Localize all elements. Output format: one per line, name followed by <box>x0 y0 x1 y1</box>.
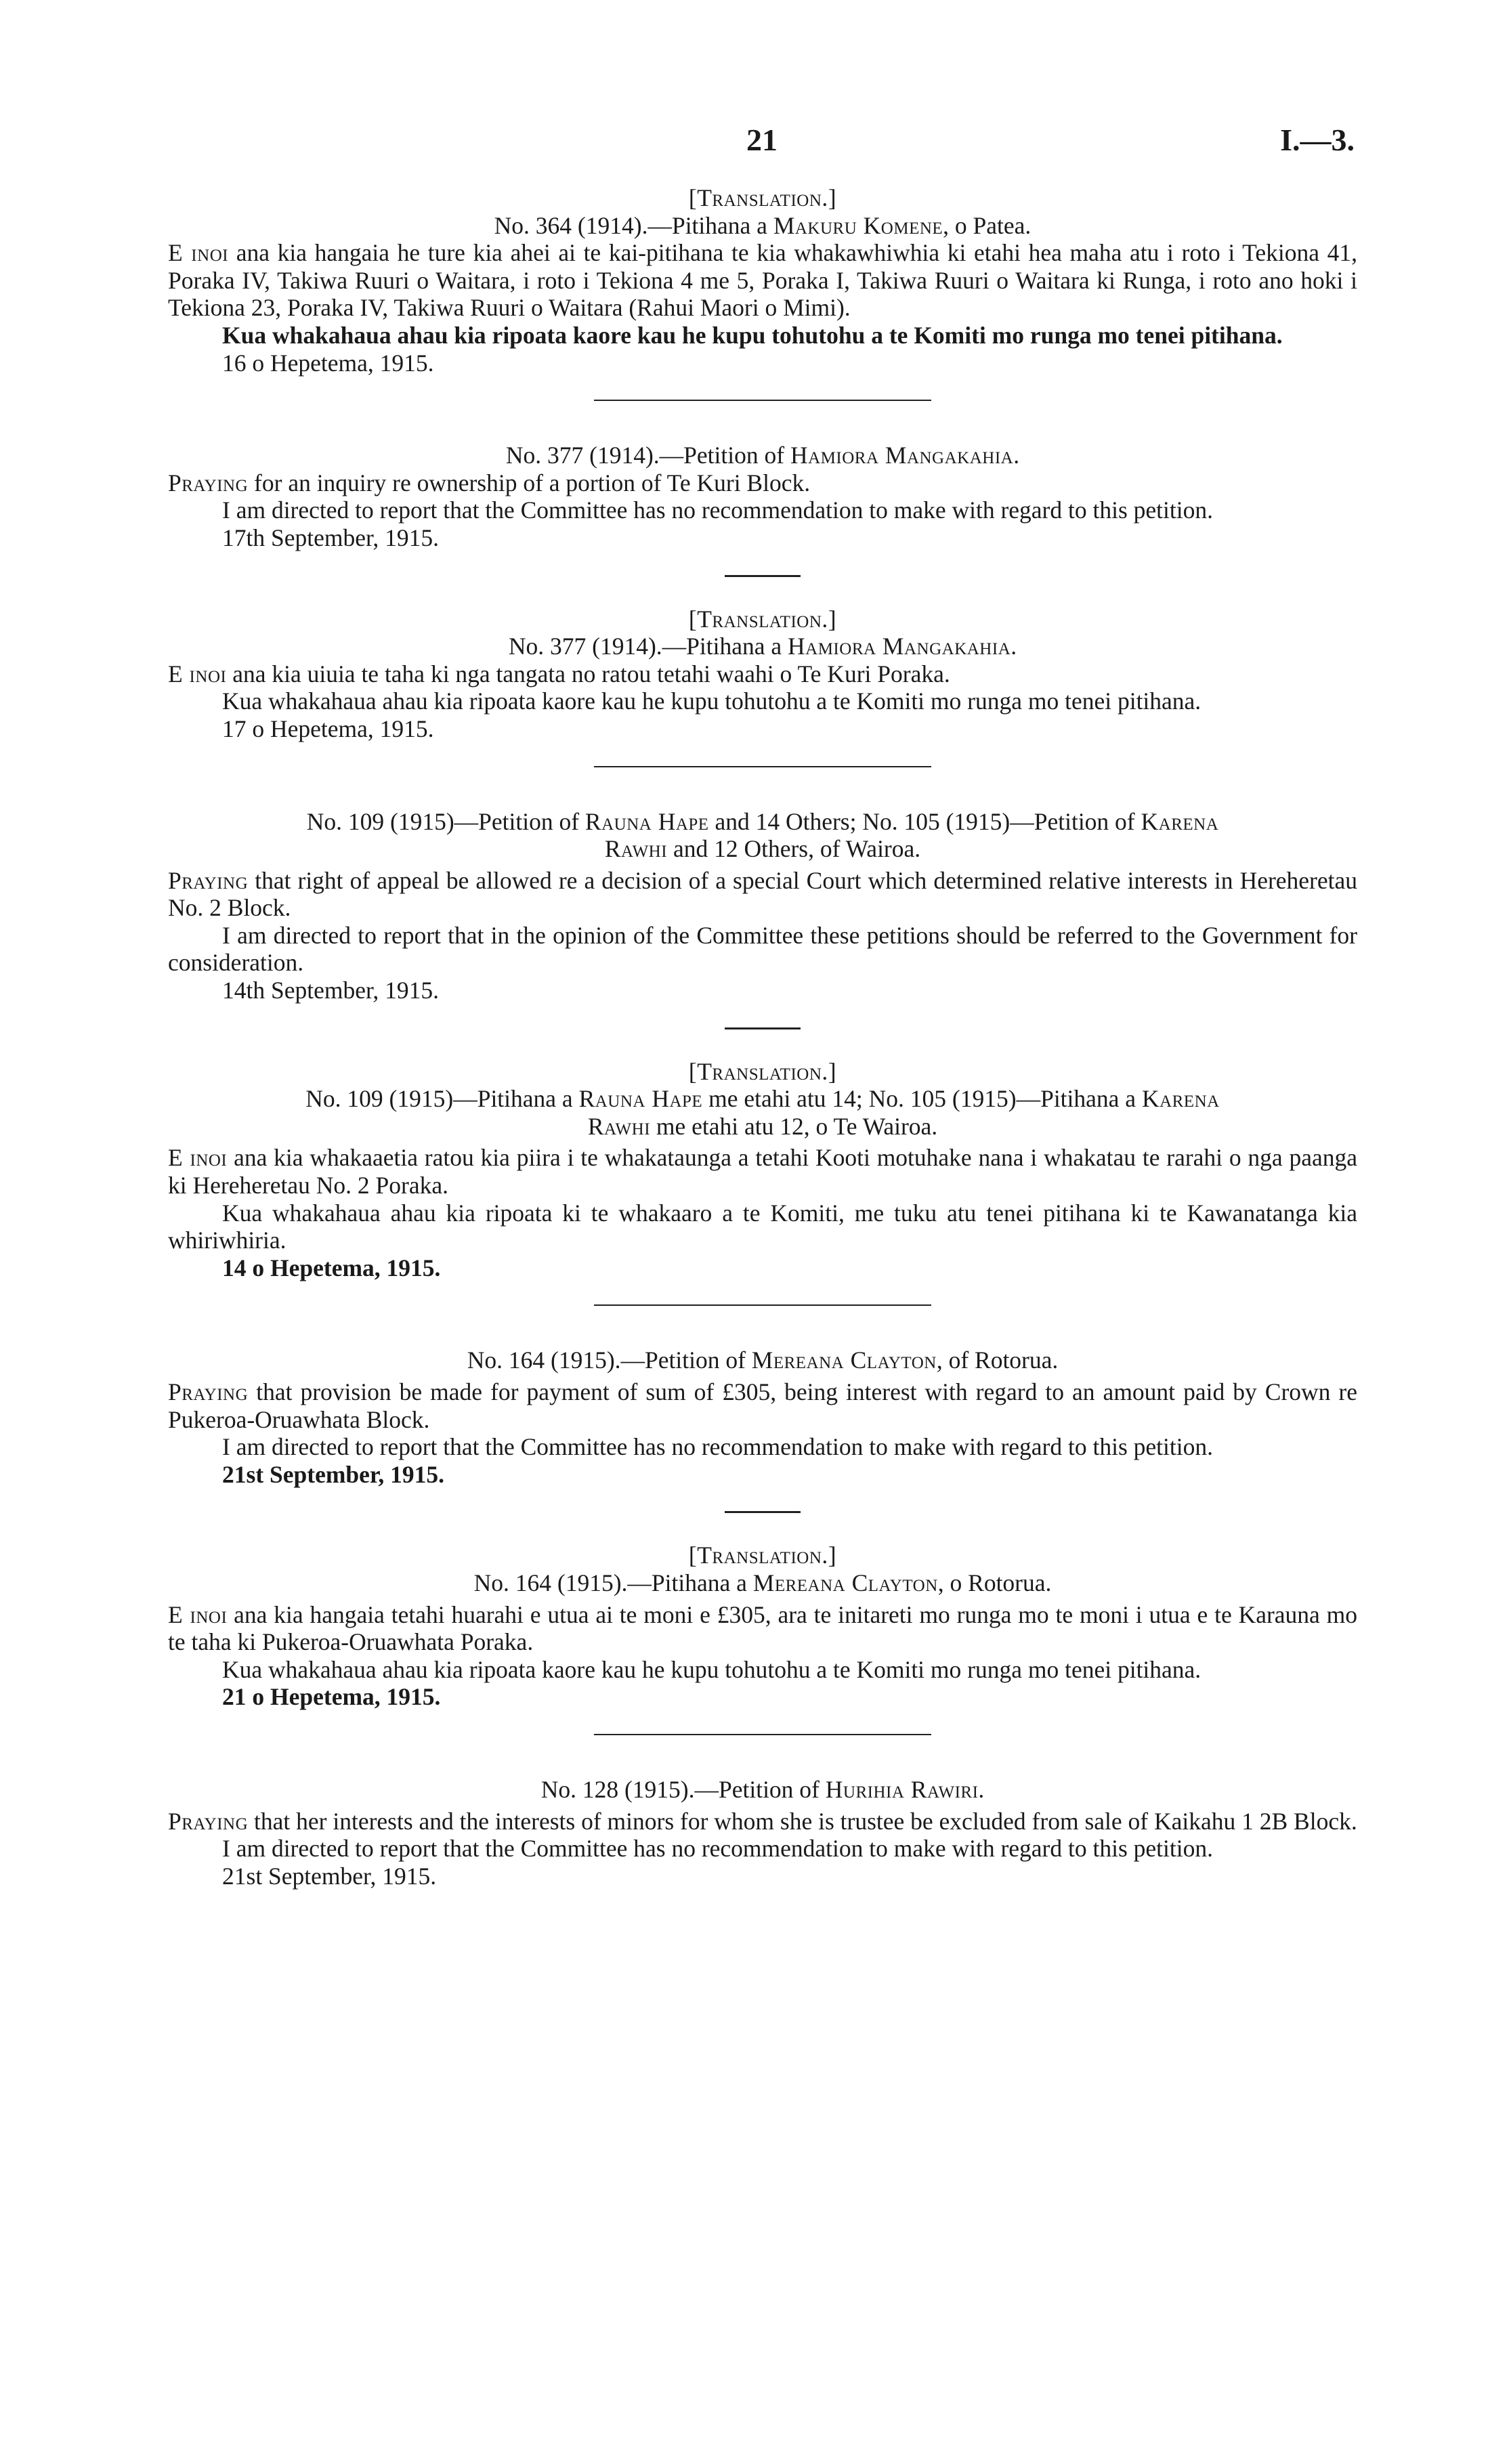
petitioner-name: Hurihia Rawiri <box>825 1775 979 1803</box>
report-date: 14 o Hepetema, 1915. <box>222 1254 441 1281</box>
report-date: 21st September, 1915. <box>222 1862 437 1890</box>
petitioner-name: Makuru Komene <box>773 211 943 239</box>
report-date: 14th September, 1915. <box>222 977 440 1004</box>
title-line-1 <box>168 1085 1357 1113</box>
petition-prayer <box>168 1378 1357 1433</box>
committee-report: I am directed to report that the Committee has no recommendation to make with regard to this petition. <box>222 496 1213 524</box>
title-part: me etahi atu 12, o Te Wairoa. <box>656 1112 938 1140</box>
committee-report: I am directed to report that in the opinion of the Committee these petitions should be referred to the Government for consideration. <box>168 921 1357 977</box>
prayer-text: for an inquiry re ownership of a portion of Te Kuri Block. <box>254 469 811 496</box>
prayer-lead: E inoi <box>168 660 227 687</box>
report-date: 17th September, 1915. <box>222 524 440 551</box>
section-petition-109-105 <box>168 808 1357 1004</box>
title-suffix: . <box>978 1775 985 1803</box>
committee-report: I am directed to report that the Committee has no recommendation to make with regard to this petition. <box>222 1835 1213 1863</box>
report-date: 21 o Hepetema, 1915. <box>222 1683 441 1711</box>
petition-title <box>168 1085 1357 1140</box>
committee-report: Kua whakahaua ahau kia ripoata kaore kau he kupu tohutohu a te Komiti mo runga mo tenei pitihana. <box>222 321 1283 349</box>
title-suffix: . <box>1011 633 1017 660</box>
section-divider <box>594 1734 931 1735</box>
section-petition-377 <box>168 442 1357 551</box>
report-date: 21st September, 1915. <box>222 1460 445 1488</box>
section-petition-164-translation <box>168 1542 1357 1711</box>
translation-label: [Translation.] <box>688 184 837 211</box>
title-prefix: No. 377 (1914).—Pitihana a <box>508 633 782 660</box>
title-part: me etahi atu 14; No. 105 (1915)—Pitihana a <box>708 1085 1136 1113</box>
prayer-text: that right of appeal be allowed re a decision of a special Court which determined relative interests in Hereheretau No. 2 Block. <box>168 866 1357 922</box>
title-part: No. 109 (1915)—Pitihana a <box>305 1085 573 1113</box>
section-divider <box>594 1304 931 1306</box>
prayer-lead: Praying <box>168 1378 249 1405</box>
prayer-lead: E inoi <box>168 1144 228 1172</box>
petition-prayer <box>168 867 1357 922</box>
petition-prayer <box>168 469 1357 497</box>
prayer-lead: E inoi <box>168 239 229 267</box>
title-line-2 <box>168 835 1357 863</box>
title-prefix: No. 377 (1914).—Petition of <box>505 442 785 469</box>
petition-prayer <box>168 1144 1357 1199</box>
translation-label: [Translation.] <box>688 1542 837 1569</box>
page-reference: I.—3. <box>1280 123 1355 157</box>
title-part: and 12 Others, of Wairoa. <box>673 835 921 863</box>
petitioner-name: Rauna Hape <box>578 1085 703 1113</box>
petition-title <box>168 1346 1357 1374</box>
petition-prayer <box>168 239 1357 322</box>
prayer-text: that her interests and the interests of minors for whom she is trustee be excluded from sale of Kaikahu 1 2B Block. <box>254 1807 1357 1835</box>
prayer-text: ana kia whakaaetia ratou kia piira i te whakataunga a tetahi Kooti motuhake nana i whakatau te rarahi o nga paanga ki Hereheretau No. 2 Poraka. <box>168 1144 1357 1199</box>
section-divider <box>594 400 931 401</box>
prayer-lead: Praying <box>168 866 249 894</box>
committee-report: Kua whakahaua ahau kia ripoata kaore kau he kupu tohutohu a te Komiti mo runga mo tenei pitihana. <box>222 1655 1202 1683</box>
title-suffix: , o Patea. <box>943 211 1032 239</box>
title-prefix: No. 364 (1914).—Pitihana a <box>494 211 767 239</box>
committee-report: Kua whakahaua ahau kia ripoata kaore kau he kupu tohutohu a te Komiti mo runga mo tenei pitihana. <box>222 687 1202 715</box>
petitioner-name: Karena <box>1141 807 1219 835</box>
petition-prayer <box>168 1601 1357 1656</box>
prayer-lead: Praying <box>168 1807 249 1835</box>
section-petition-164 <box>168 1346 1357 1488</box>
petitioner-name: Karena <box>1141 1085 1220 1113</box>
prayer-text: that provision be made for payment of sum of £305, being interest with regard to an amount paid by Crown re Pukeroa-Oruawhata Block. <box>168 1378 1358 1433</box>
report-date: 16 o Hepetema, 1915. <box>222 349 434 377</box>
title-line-1 <box>168 808 1357 836</box>
petition-title <box>168 808 1357 863</box>
page-number: 21 <box>746 123 778 157</box>
title-suffix: , of Rotorua. <box>936 1346 1059 1374</box>
petition-title <box>168 1776 1357 1804</box>
section-petition-364-translation <box>168 184 1357 377</box>
title-line-2 <box>168 1113 1357 1141</box>
committee-report: I am directed to report that the Committee has no recommendation to make with regard to this petition. <box>222 1433 1213 1461</box>
petition-prayer <box>168 660 1357 688</box>
translation-divider <box>725 1027 801 1029</box>
committee-report: Kua whakahaua ahau kia ripoata ki te whakaaro a te Komiti, me tuku atu tenei pitihana ki te Kawanatanga kia whiriwhiria. <box>168 1199 1357 1254</box>
title-part: and 14 Others; No. 105 (1915)—Petition of <box>715 807 1135 835</box>
section-petition-128 <box>168 1776 1357 1890</box>
petitioner-name: Rauna Hape <box>584 807 709 835</box>
petitioner-name: Rawhi <box>604 835 668 863</box>
petitioner-name: Rawhi <box>587 1112 651 1140</box>
title-part: No. 109 (1915)—Petition of <box>306 807 580 835</box>
petitioner-name: Mereana Clayton <box>752 1569 938 1596</box>
translation-divider <box>725 575 801 577</box>
title-suffix: . <box>1013 442 1020 469</box>
petition-title <box>168 633 1357 660</box>
prayer-text: ana kia hangaia tetahi huarahi e utua ai te moni e £305, ara te initareti mo runga mo te moni i utua e te Karauna mo te taha ki Pukeroa-Oruawhata Poraka. <box>168 1600 1358 1656</box>
petition-title <box>168 1569 1357 1597</box>
petitioner-name: Hamiora Mangakahia <box>790 442 1014 469</box>
petition-title <box>168 212 1357 240</box>
translation-label: [Translation.] <box>688 1057 837 1085</box>
petitioner-name: Mereana Clayton <box>751 1346 937 1374</box>
section-petition-377-translation <box>168 606 1357 743</box>
report-date: 17 o Hepetema, 1915. <box>222 715 434 742</box>
petition-title <box>168 442 1357 469</box>
prayer-lead: E inoi <box>168 1600 228 1628</box>
title-prefix: No. 128 (1915).—Petition of <box>540 1775 820 1803</box>
section-divider <box>594 766 931 767</box>
page-header <box>169 122 1355 169</box>
page-content <box>168 184 1357 1890</box>
petitioner-name: Hamiora Mangakahia <box>788 633 1011 660</box>
prayer-text: ana kia uiuia te taha ki nga tangata no ratou tetahi waahi o Te Kuri Poraka. <box>232 660 950 687</box>
title-suffix: , o Rotorua. <box>937 1569 1052 1596</box>
section-petition-109-105-translation <box>168 1058 1357 1282</box>
title-prefix: No. 164 (1915).—Pitihana a <box>473 1569 747 1596</box>
prayer-lead: Praying <box>168 469 249 496</box>
translation-divider <box>725 1511 801 1513</box>
petition-prayer <box>168 1808 1357 1835</box>
title-prefix: No. 164 (1915).—Petition of <box>467 1346 746 1374</box>
prayer-text: ana kia hangaia he ture kia ahei ai te kai-pitihana te kia whakawhiwhia ki etahi hea maha atu i roto i Tekiona 41, Poraka IV, Takiwa Ruuri o Waitara, i roto i Tekiona 4 me 5, Poraka I, Takiwa Ruuri o Waitara ki Runga, i roto ano hoki i Tekiona 23, Poraka IV, Takiwa Ruuri o Waitara (Rahui Maori o Mimi). <box>168 239 1358 322</box>
translation-label: [Translation.] <box>688 605 837 633</box>
